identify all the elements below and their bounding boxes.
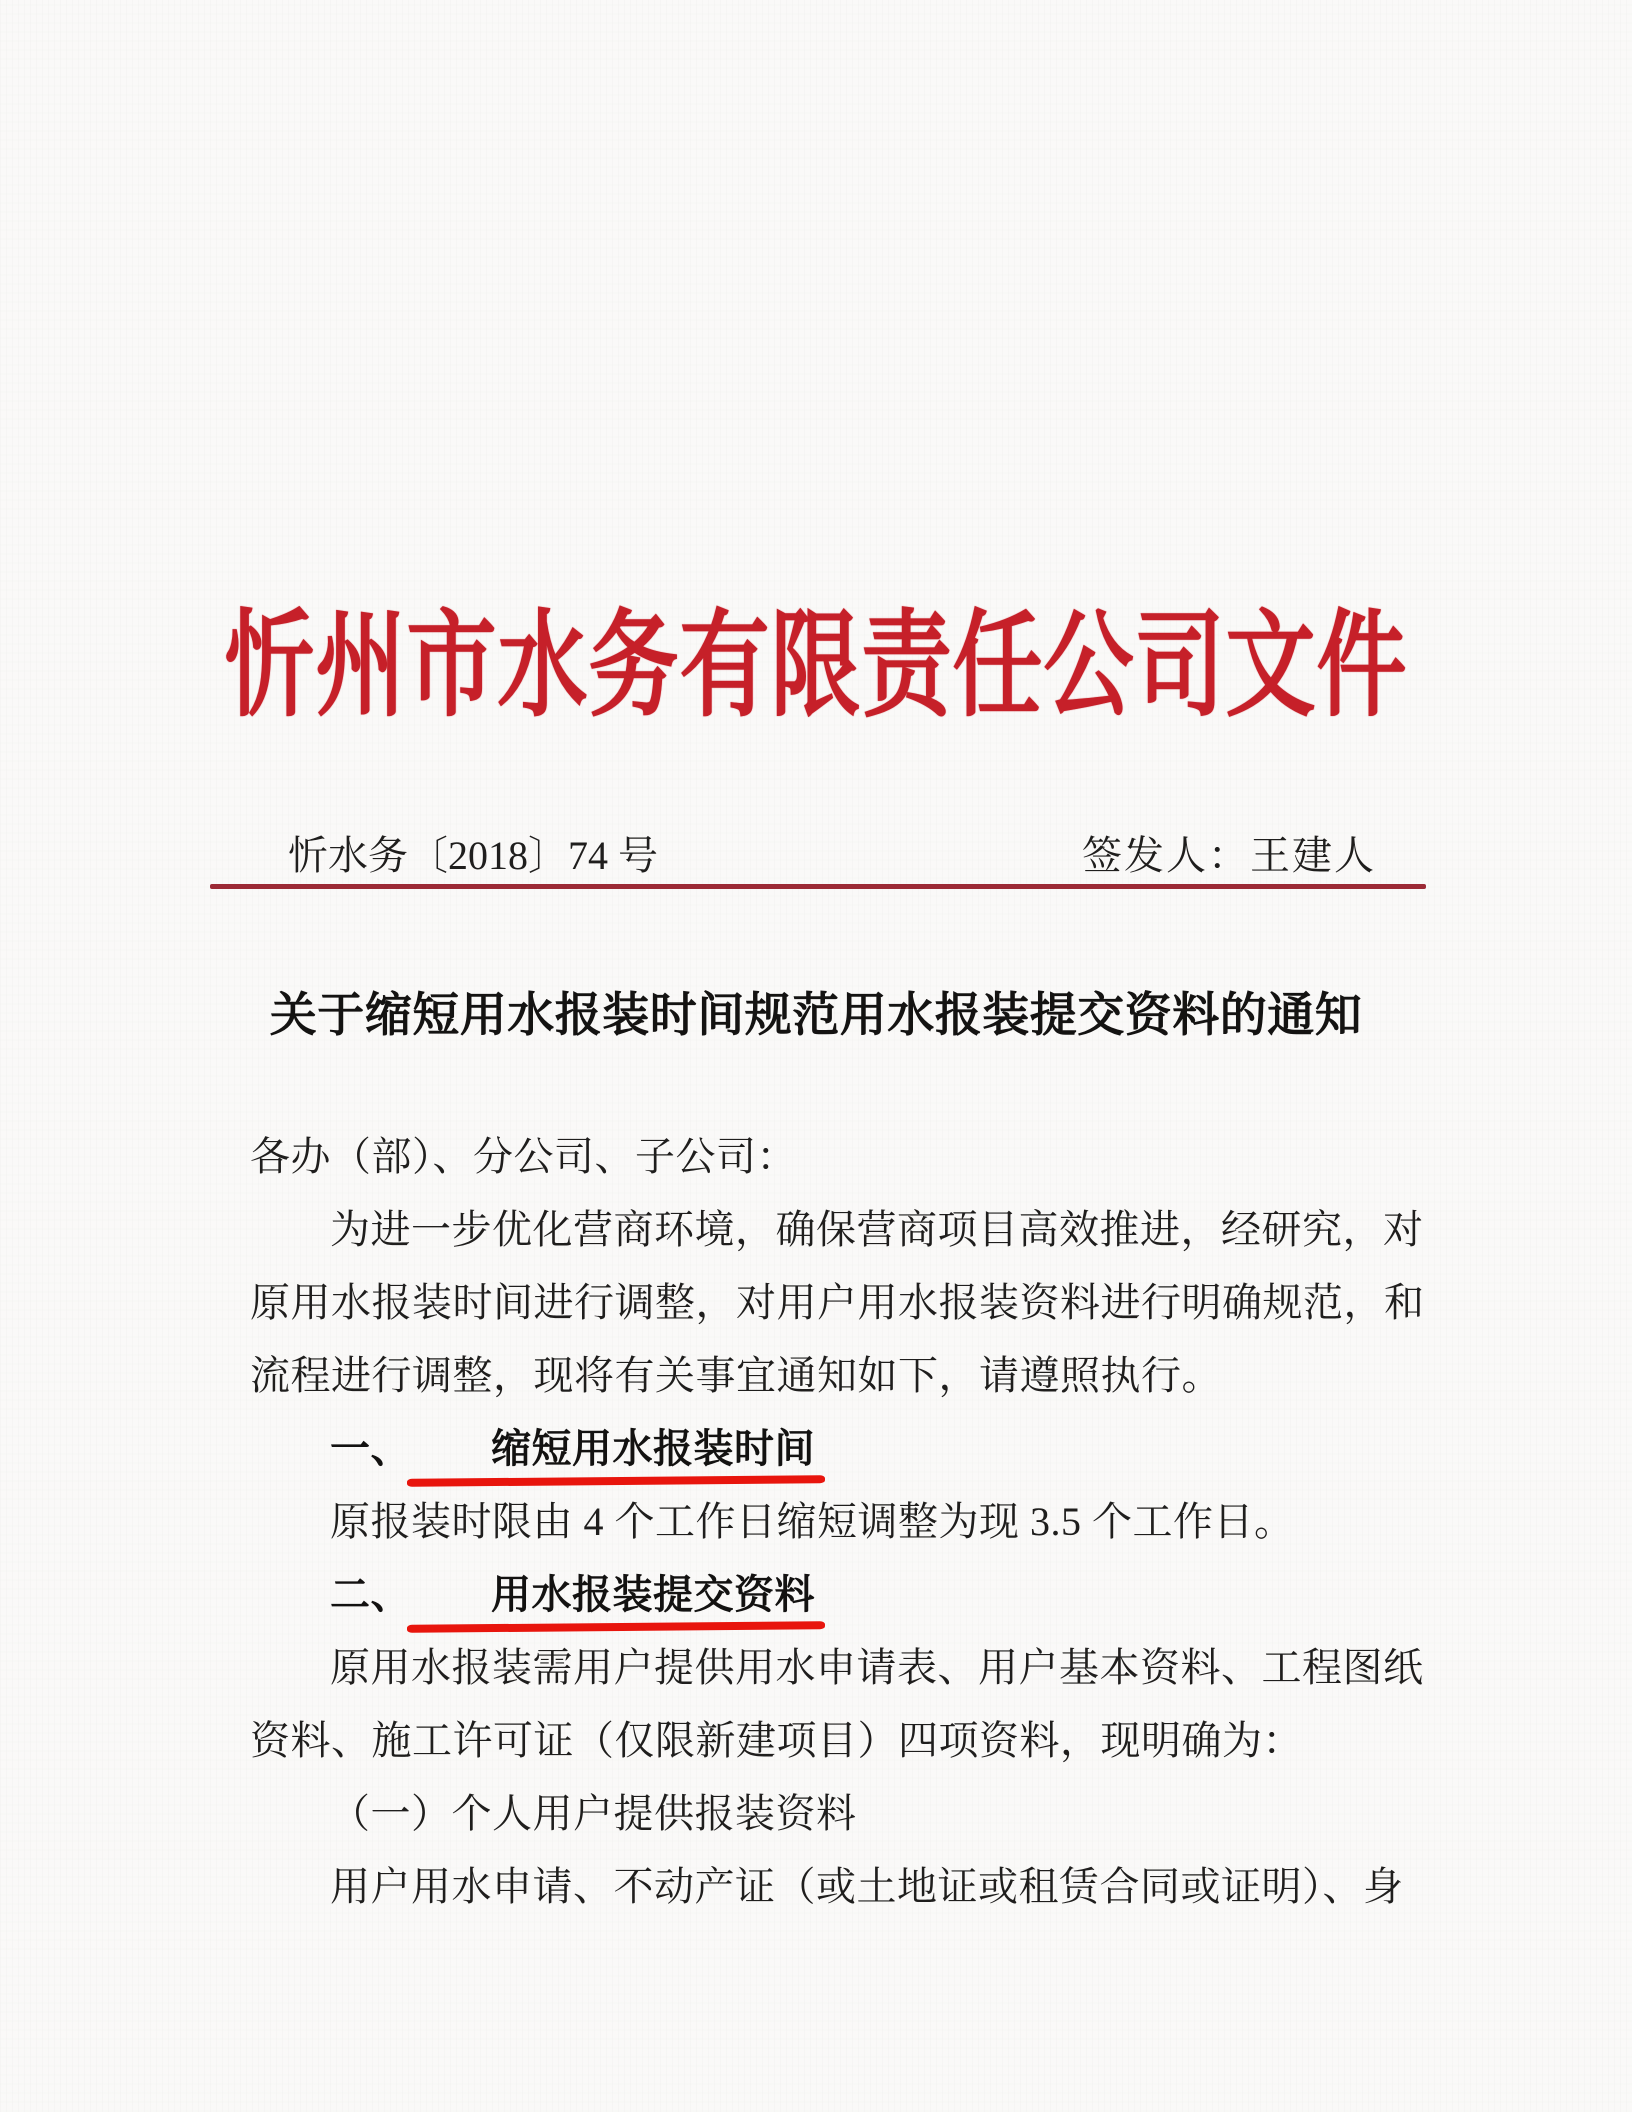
- masthead: [0, 572, 1632, 731]
- issuer: 签发人：王建人: [1082, 833, 1376, 878]
- body-line: [250, 1704, 1425, 1777]
- body-line: [250, 1777, 1425, 1850]
- doc-number: 忻水务〔2018〕74 号: [288, 833, 658, 878]
- heading-underlined-text: 用水报装提交资料: [411, 1572, 815, 1618]
- line-text: 原用水报装时间进行调整，对用户用水报装资料进行明确规范，和: [250, 1280, 1425, 1325]
- document-title: 关于缩短用水报装时间规范用水报装提交资料的通知: [269, 990, 1363, 1042]
- body-line: [250, 1120, 1425, 1193]
- line-text: 流程进行调整，现将有关事宜通知如下，请遵照执行。: [250, 1353, 1222, 1398]
- heading-underlined-text: 缩短用水报装时间: [411, 1426, 815, 1472]
- body-paragraphs: [250, 1120, 1425, 1923]
- line-text: 各办（部）、分公司、子公司：: [250, 1134, 797, 1179]
- body-line: [250, 1339, 1425, 1412]
- line-text: 用户用水申请、不动产证（或土地证或租赁合同或证明）、身: [330, 1864, 1404, 1909]
- line-text: 资料、施工许可证（仅限新建项目）四项资料，现明确为：: [250, 1718, 1303, 1763]
- body-line: [250, 1850, 1425, 1923]
- body-line: [250, 1485, 1425, 1558]
- line-text: 原报装时限由 4 个工作日缩短调整为现 3.5 个工作日。: [330, 1499, 1295, 1544]
- masthead-title: 忻州市水务有限责任公司文件: [224, 604, 1408, 731]
- body-line: [250, 1412, 1425, 1485]
- line-text: 为进一步优化营商环境，确保营商项目高效推进，经研究，对: [330, 1207, 1424, 1252]
- doc-meta-row: [288, 824, 1376, 881]
- body-line: [250, 1558, 1425, 1631]
- body-line: [250, 1631, 1425, 1704]
- body-line: [250, 1266, 1425, 1339]
- body-line: [250, 1193, 1425, 1266]
- line-text: （一）个人用户提供报装资料: [330, 1791, 857, 1836]
- heading-prefix: 二、: [330, 1572, 411, 1617]
- line-text: 原用水报装需用户提供用水申请表、用户基本资料、工程图纸: [330, 1645, 1424, 1690]
- heading-prefix: 一、: [330, 1426, 411, 1471]
- red-divider-rule: [210, 884, 1426, 889]
